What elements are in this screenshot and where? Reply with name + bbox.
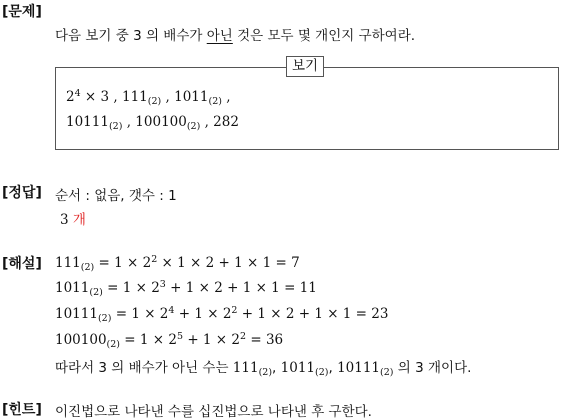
example-item: $10111_{(2)}$ , xyxy=(66,114,136,132)
solution-equation-3: $10111_{(2)} = 1 \times 2^4 + 1 \times 2^2 + 1 \times 2 + 1 \times 1 = 23$ xyxy=(55,305,389,324)
problem-text-after: 것은 모두 몇 개인지 구하여라. xyxy=(232,28,416,44)
problem-text-before: 다음 보기 중 3 의 배수가 xyxy=(55,28,207,44)
solution-conclusion: 따라서 3 의 배수가 아닌 수는 $111_{(2)}$, $1011_{(2)}$, $10111_{(2)}$ 의 3 개이다. xyxy=(55,360,472,378)
solution-equation-1: $111_{(2)} = 1 \times 2^2 \times 1 \times 2 + 1 \times 1 = 7$ xyxy=(55,254,300,273)
example-line-1 xyxy=(66,88,231,107)
example-item: $2^4 \times 3$ , xyxy=(66,88,122,105)
solution-equation-4: $100100_{(2)} = 1 \times 2^5 + 1 \times 2^2 = 36$ xyxy=(55,331,284,350)
answer-unit: 개 xyxy=(72,212,86,228)
example-box xyxy=(55,67,559,150)
solution-equation-2: $1011_{(2)} = 1 \times 2^3 + 1 \times 2 + 1 \times 1 = 11$ xyxy=(55,279,317,298)
answer-line-1: 순서 : 없음, 갯수 : 1 xyxy=(55,188,177,204)
example-item: $1011_{(2)}$ , xyxy=(174,89,231,107)
example-box-title: 보기 xyxy=(286,56,324,77)
example-line-2 xyxy=(66,114,239,132)
answer-label: [정답] xyxy=(2,185,42,201)
example-item: $111_{(2)}$ , xyxy=(122,89,175,107)
problem-text xyxy=(55,24,415,44)
solution-label: [해설] xyxy=(2,256,42,272)
answer-count: 3 xyxy=(60,212,69,228)
problem-label: [문제] xyxy=(2,4,42,20)
problem-underlined-word: 아닌 xyxy=(206,28,233,44)
hint-label: [힌트] xyxy=(2,402,42,418)
example-item: $100100_{(2)}$ , 282 xyxy=(135,114,239,132)
hint-text: 이진법으로 나타낸 수를 십진법으로 나타낸 후 구한다. xyxy=(55,404,372,420)
answer-line-2 xyxy=(60,208,86,228)
